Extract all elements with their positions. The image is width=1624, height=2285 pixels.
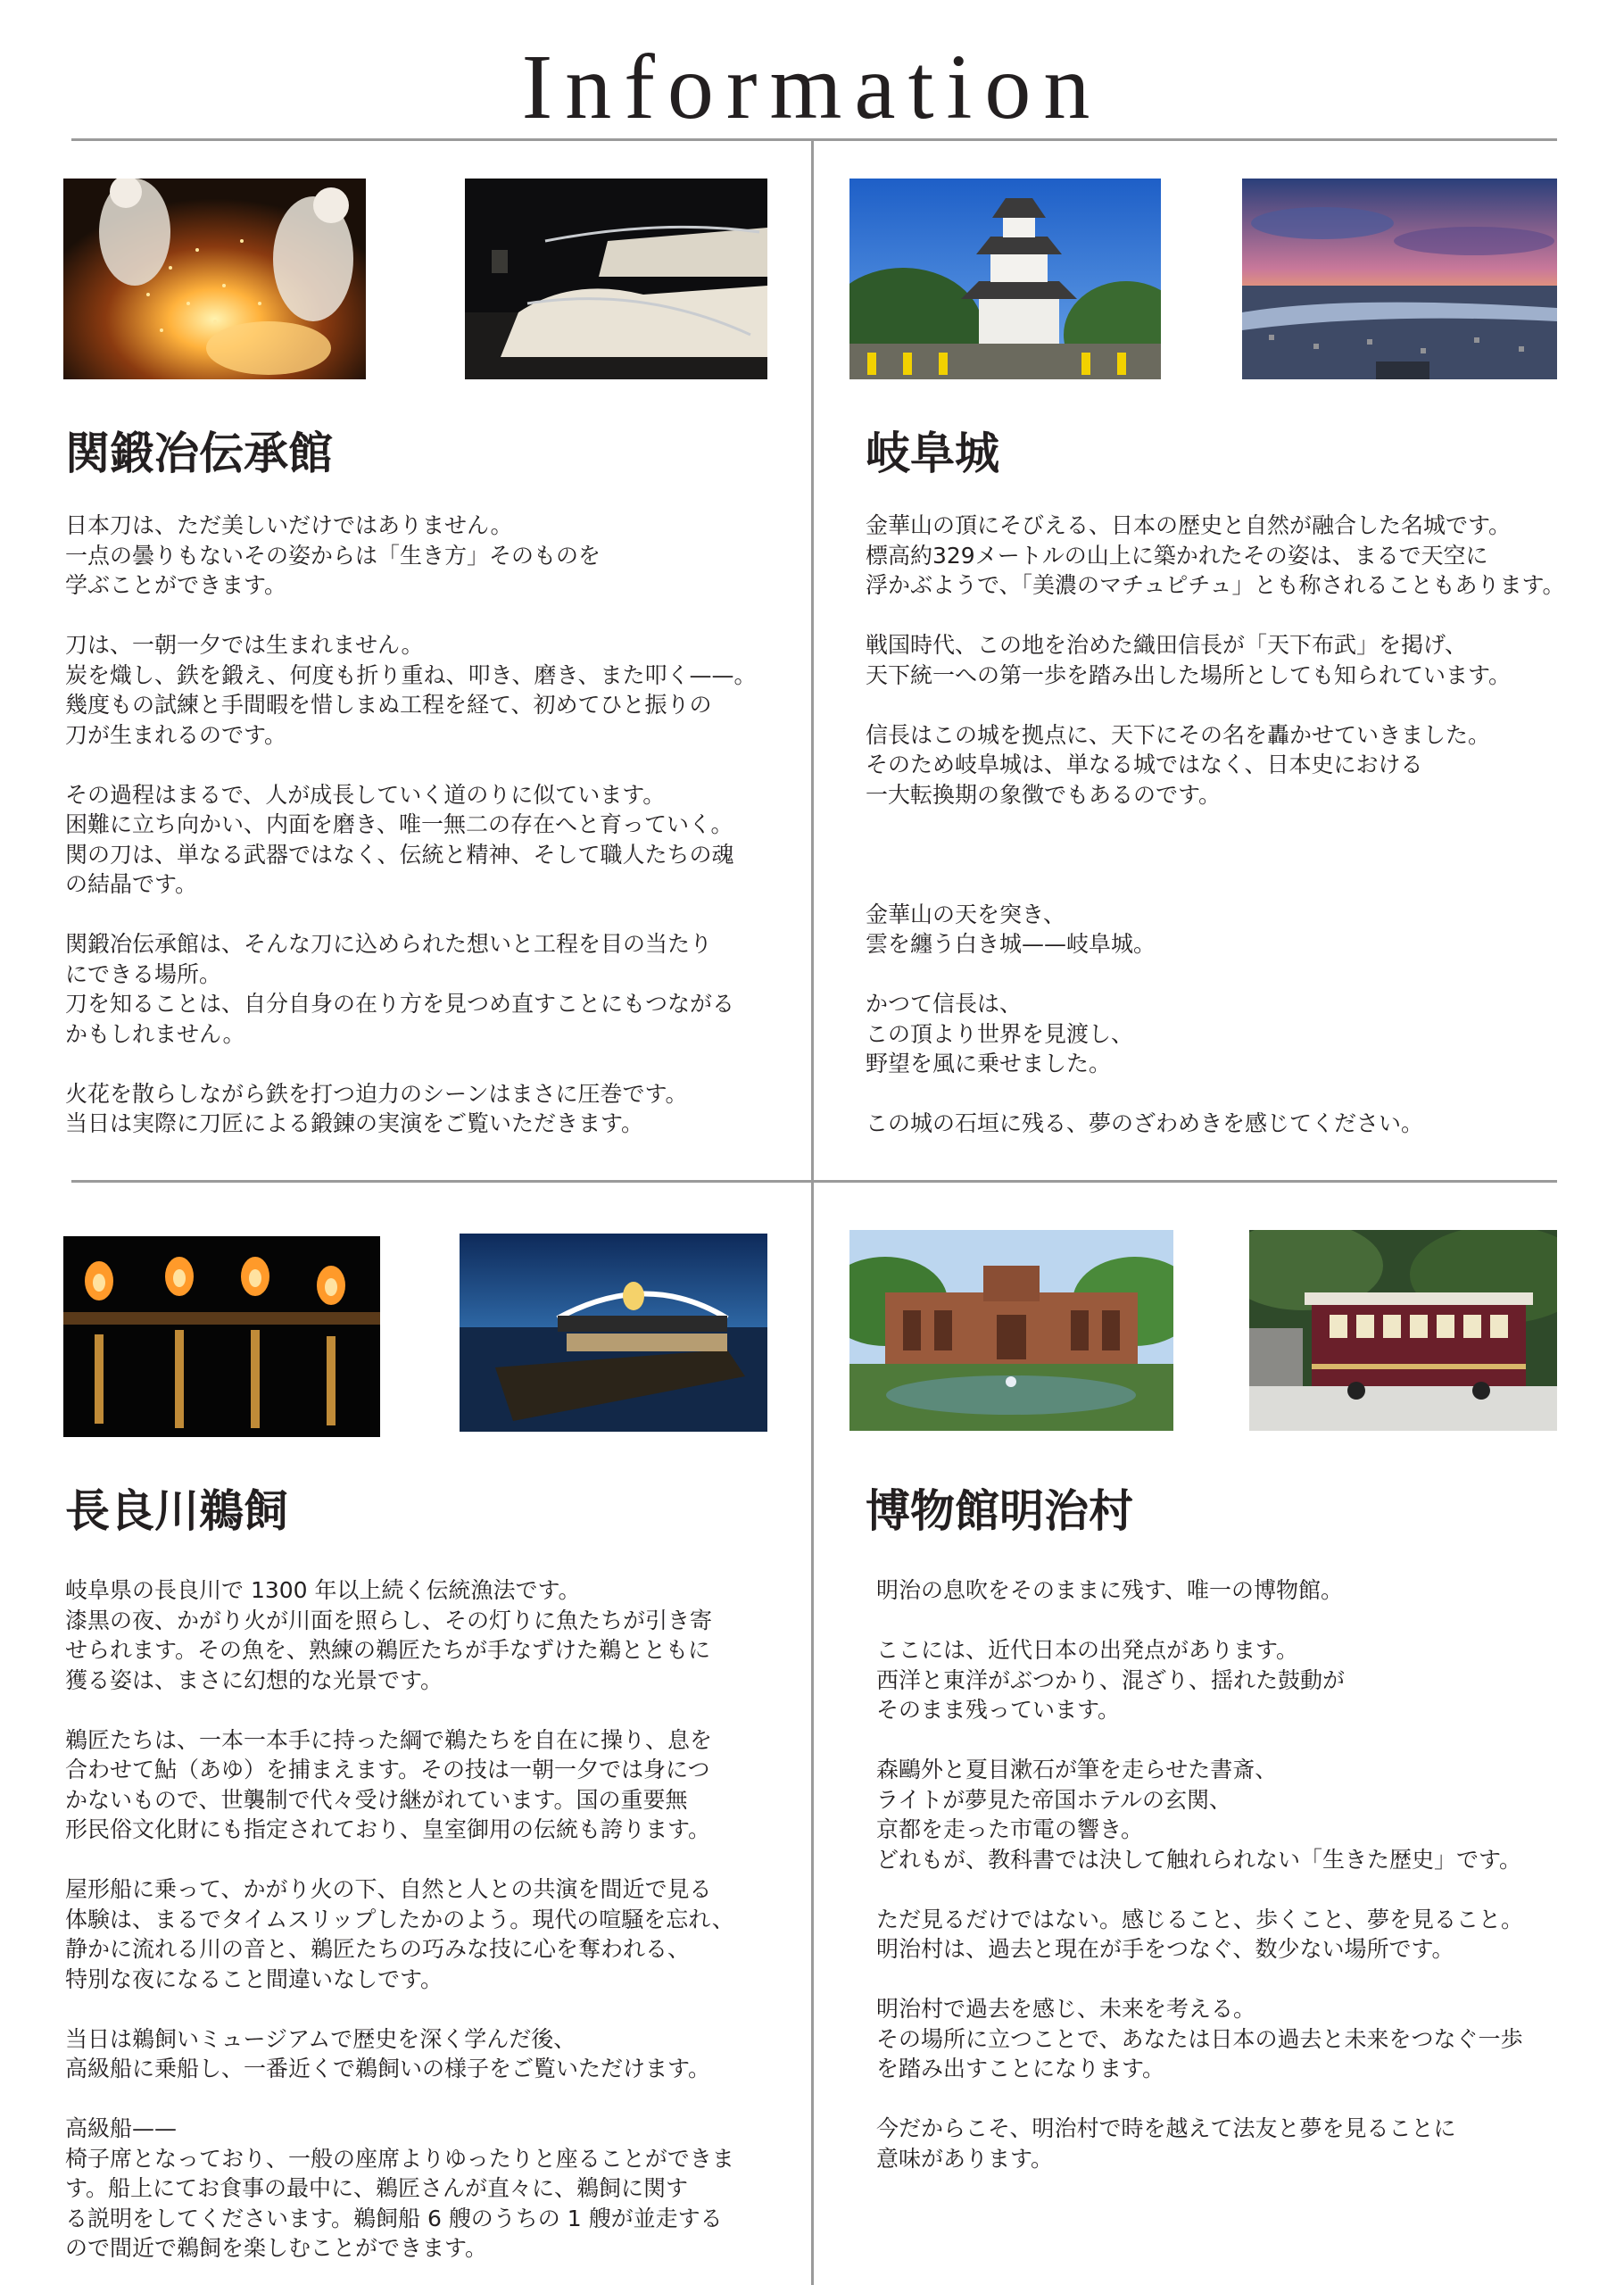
- text-line: 刀を知ることは、自分自身の在り方を見つめ直すことにもつながる: [65, 991, 735, 1017]
- text-line: 屋形船に乗って、かがり火の下、自然と人との共演を間近で見る: [65, 1876, 712, 1902]
- imperial-hotel-photo: [849, 1230, 1173, 1431]
- text-line: 一大転換期の象徴でもあるのです。: [866, 781, 1222, 808]
- section-body-seki: [65, 511, 757, 1139]
- text-line: 標高約329メートルの山上に築かれたその姿は、まるで天空に: [866, 542, 1488, 569]
- text-line: 炭を熾し、鉄を鍛え、何度も折り重ね、叩き、磨き、また叩く——。: [65, 661, 757, 688]
- text-line: せられます。その魚を、熟練の鵜匠たちが手なずけた鵜とともに: [65, 1637, 711, 1663]
- text-line: ライトが夢見た帝国ホテルの玄関、: [876, 1786, 1232, 1813]
- text-line: ここには、近代日本の出発点があります。: [876, 1637, 1299, 1663]
- text-line: 野望を風に乗せました。: [866, 1051, 1112, 1076]
- text-line: る説明をしてくださいます。鵜飼船 6 艘のうちの 1 艘が並走する: [65, 2205, 723, 2231]
- text-line: 椅子席となっており、一般の座席よりゆったりと座ることができま: [65, 2145, 734, 2172]
- text-line: 京都を走った市電の響き。: [876, 1816, 1144, 1842]
- text-line: 刀が生まれるのです。: [65, 721, 287, 748]
- text-line: 浮かぶようで、「美濃のマチュピチュ」とも称されることもあります。: [866, 572, 1565, 598]
- text-line: す。船上にてお食事の最中に、鵜匠さんが直々に、鵜飼に関す: [65, 2175, 689, 2201]
- text-line: 金華山の天を突き、: [866, 901, 1066, 927]
- section-heading-gifu-castle: 岐阜城: [866, 428, 999, 479]
- text-line: 明治村は、過去と現在が手をつなぐ、数少ない場所です。: [876, 1936, 1454, 1962]
- divider-top: [71, 138, 1557, 141]
- text-line: 学ぶことができます。: [65, 572, 287, 598]
- text-line: 戦国時代、この地を治めた織田信長が「天下布武」を掲げ、: [866, 632, 1468, 658]
- text-line: 意味があります。: [876, 2145, 1054, 2172]
- text-line: 今だからこそ、明治村で時を越えて法友と夢を見ることに: [876, 2115, 1456, 2141]
- section-body-meiji-mura: [876, 1575, 1523, 2173]
- text-line: 関鍛冶伝承館は、そんな刀に込められた想いと工程を目の当たり: [65, 931, 713, 957]
- text-line: 獲る姿は、まさに幻想的な光景です。: [65, 1666, 443, 1693]
- text-line: 合わせて鮎（あゆ）を捕まえます。その技は一朝一夕では身につ: [65, 1757, 710, 1782]
- cormorant-fishing-photo: [63, 1236, 380, 1437]
- text-line: 森鷗外と夏目漱石が筆を走らせた書斎、: [876, 1757, 1278, 1782]
- text-line: 形民俗文化財にも指定されており、皇室御用の伝統も誇ります。: [65, 1816, 711, 1842]
- divider-middle: [71, 1180, 1557, 1183]
- text-line: 漆黒の夜、かがり火が川面を照らし、その灯りに魚たちが引き寄: [65, 1607, 713, 1633]
- text-line: 当日は実際に刀匠による鍛錬の実演をご覧いただきます。: [65, 1110, 644, 1136]
- text-line: 幾度もの試練と手間暇を惜しまぬ工程を経て、初めてひと振りの: [65, 692, 712, 718]
- text-line: 静かに流れる川の音と、鵜匠たちの巧みな技に心を奪われる、: [65, 1936, 691, 1962]
- text-line: 天下統一への第一歩を踏み出した場所としても知られています。: [866, 661, 1512, 688]
- page-title: Information: [521, 36, 1103, 138]
- section-heading-meiji-mura: 博物館明治村: [866, 1485, 1133, 1537]
- text-line: を踏み出すことになります。: [876, 2056, 1165, 2081]
- text-line: 雲を纏う白き城——岐阜城。: [866, 931, 1156, 957]
- text-line: かないもので、世襲制で代々受け継がれています。国の重要無: [65, 1786, 688, 1813]
- text-line: の結晶です。: [65, 871, 198, 897]
- text-line: 高級船に乗船し、一番近くで鵜飼いの様子をご覧いただけます。: [65, 2056, 711, 2081]
- text-line: 日本刀は、ただ美しいだけではありません。: [65, 512, 513, 538]
- text-line: かつて信長は、: [866, 991, 1023, 1017]
- text-line: 西洋と東洋がぶつかり、混ざり、揺れた鼓動が: [876, 1666, 1346, 1693]
- text-line: 金華山の頂にそびえる、日本の歴史と自然が融合した名城です。: [866, 512, 1512, 538]
- text-line: ので間近で鵜飼を楽しむことができます。: [65, 2235, 488, 2261]
- text-line: 刀は、一朝一夕では生まれません。: [65, 632, 424, 658]
- text-line: 高級船——: [65, 2115, 178, 2141]
- text-line: この城の石垣に残る、夢のざわめきを感じてください。: [866, 1110, 1424, 1136]
- text-line: 火花を散らしながら鉄を打つ迫力のシーンはまさに圧巻です。: [65, 1080, 688, 1107]
- text-line: 明治の息吹をそのままに残す、唯一の博物館。: [876, 1577, 1344, 1603]
- section-body-ukai: [65, 1575, 734, 2264]
- text-line: 関の刀は、単なる武器ではなく、伝統と精神、そして職人たちの魂: [65, 841, 734, 868]
- forging-sparks-photo: [63, 179, 366, 379]
- section-body-gifu-castle: [866, 511, 1565, 1139]
- text-line: ただ見るだけではない。感じること、歩くこと、夢を見ること。: [876, 1906, 1524, 1932]
- river-boat-photo: [460, 1234, 767, 1432]
- text-line: 当日は鵜飼いミュージアムで歴史を深く学んだ後、: [65, 2025, 576, 2052]
- text-line: 鵜匠たちは、一本一本手に持った綱で鵜たちを自在に操り、息を: [65, 1726, 713, 1753]
- city-view-photo: [1242, 179, 1557, 379]
- text-line: そのまま残っています。: [876, 1697, 1121, 1723]
- section-heading-seki: 関鍛冶伝承館: [65, 428, 333, 479]
- kyoto-streetcar-photo: [1249, 1230, 1557, 1431]
- text-line: そのため岐阜城は、単なる城ではなく、日本史における: [866, 752, 1423, 777]
- text-line: かもしれません。: [65, 1020, 245, 1047]
- text-line: にできる場所。: [65, 960, 222, 987]
- divider-vertical: [811, 140, 814, 2285]
- text-line: 体験は、まるでタイムスリップしたかのよう。現代の喧騒を忘れ、: [65, 1906, 734, 1932]
- text-line: 一点の曇りもないその姿からは「生き方」そのものを: [65, 542, 601, 569]
- section-heading-ukai: 長良川鵜飼: [65, 1485, 288, 1537]
- text-line: この頂より世界を見渡し、: [866, 1020, 1134, 1047]
- text-line: 明治村で過去を感じ、未来を考える。: [876, 1996, 1256, 2022]
- sword-display-photo: [465, 179, 767, 379]
- text-line: その場所に立つことで、あなたは日本の過去と未来をつなぐ一歩: [876, 2025, 1523, 2052]
- text-line: 信長はこの城を拠点に、天下にその名を轟かせていきました。: [866, 721, 1491, 748]
- text-line: どれもが、教科書では決して触れられない「生きた歴史」です。: [876, 1846, 1522, 1873]
- text-line: 特別な夜になること間違いなしです。: [65, 1965, 443, 1992]
- text-line: その過程はまるで、人が成長していく道のりに似ています。: [65, 781, 666, 808]
- gifu-castle-photo: [849, 179, 1161, 379]
- text-line: 困難に立ち向かい、内面を磨き、唯一無二の存在へと育っていく。: [65, 811, 733, 837]
- text-line: 岐阜県の長良川で 1300 年以上続く伝統漁法です。: [65, 1577, 581, 1603]
